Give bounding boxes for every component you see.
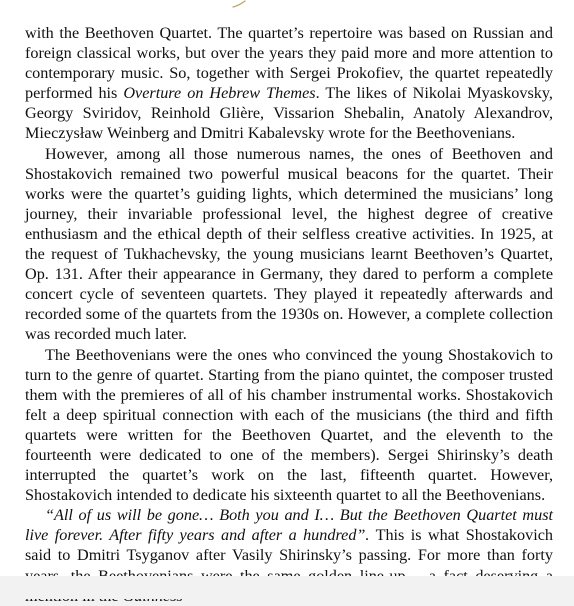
italic-text-segment: “All of us will be gone… Both you and I… But the Beethoven Quartet must live forever. After fifty years and after a hundred”.	[25, 506, 553, 545]
text-segment: This is what Shostakovich said to Dmitri Tsyganov after Vasily Shirinsky’s passing. For more than forty	[25, 526, 553, 565]
text-segment: The Beethovenians were the ones who convinced the young Shostakovich to turn to the genre of quartet. Starting from the piano quintet, the composer trusted them with the premieres of all of his chamber instrumental works. Shostakovich felt a deep spiritual connection with each of the musicians (the third and fifth quartets were written for the Beethoven Quartet, and the eleventh to the fourteenth were dedicated to one of the members). Sergei Shirinsky’s death interrupted the quartet’s work on the last, fifteenth quartet. However, Shostakovich intended to dedicate his sixteenth quartet to all the Beethovenians.	[25, 345, 553, 505]
paragraph	[25, 345, 553, 506]
decorative-squiggle	[232, 0, 246, 8]
paragraph	[25, 144, 553, 345]
text-segment: However, among all those numerous names, the ones of Beethoven and Shostakovich remained two powerful musical beacons for the quartet. Their works were the quartet’s guiding lights, which determined the musicians’ long journey, their invariable professional level, the highest degree of creative enthusiasm and the ethical depth of their selfless creative activities. In 1925, at the request of Tukhachevsky, the young musicians learnt Beethoven’s Quartet, Op. 131. After their appearance in Germany, they dared to perform a complete concert cycle of seventeen quartets. They played it repeatedly afterwards and recorded some of the quartets from the 1930s on. However, a complete collection was recorded much later.	[25, 144, 553, 344]
italic-text-segment: Overture on Hebrew Themes	[123, 84, 316, 103]
text-segment: . The likes of Nikolai Myaskovsky, Georgy Sviridov, Reinhold Glière, Vissarion Shebalin, Anatoly Alexandrov, Mieczysław Weinberg and Dmitri Kabalevsky wrote for the Beethovenians.	[25, 84, 553, 143]
page-bottom-margin	[0, 576, 574, 599]
body-text	[25, 23, 553, 606]
text-segment: with the Beethoven Quartet. The quartet’s repertoire was based on Russian and foreign classical works, but over the years they paid more and more attention to contemporary music. So, together with Sergei Prokofiev, the quartet repeatedly performed his	[25, 24, 553, 103]
paragraph	[25, 23, 553, 144]
